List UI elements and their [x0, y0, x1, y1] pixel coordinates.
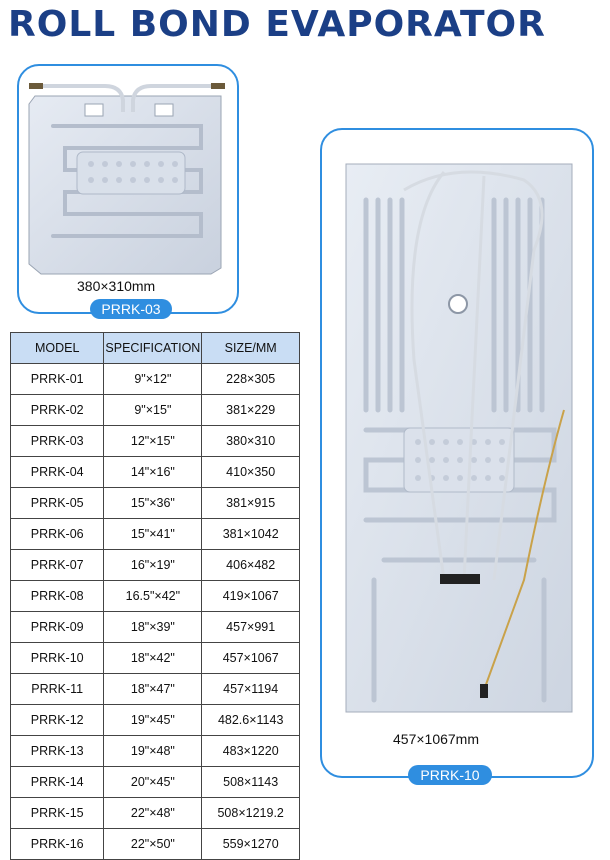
cell-model: PRRK-05 — [11, 488, 104, 519]
cell-specification: 18"×39" — [104, 612, 202, 643]
table-row — [11, 767, 300, 798]
table-row — [11, 674, 300, 705]
table-row — [11, 612, 300, 643]
header-specification: SPECIFICATION — [104, 333, 202, 364]
cell-specification: 9"×15" — [104, 395, 202, 426]
cell-size: 457×991 — [202, 612, 300, 643]
cell-size: 406×482 — [202, 550, 300, 581]
table-row — [11, 550, 300, 581]
cell-model: PRRK-06 — [11, 519, 104, 550]
cell-model: PRRK-12 — [11, 705, 104, 736]
product-size-large: 457×1067mm — [393, 731, 480, 747]
cell-size: 482.6×1143 — [202, 705, 300, 736]
cell-model: PRRK-14 — [11, 767, 104, 798]
cell-size: 508×1219.2 — [202, 798, 300, 829]
cell-specification: 16"×19" — [104, 550, 202, 581]
cell-size: 483×1220 — [202, 736, 300, 767]
cell-size: 228×305 — [202, 364, 300, 395]
specification-table — [10, 332, 300, 860]
cell-model: PRRK-09 — [11, 612, 104, 643]
table-row — [11, 395, 300, 426]
table-row — [11, 705, 300, 736]
cell-size: 457×1067 — [202, 643, 300, 674]
cell-model: PRRK-07 — [11, 550, 104, 581]
cell-specification: 14"×16" — [104, 457, 202, 488]
header-size: SIZE/MM — [202, 333, 300, 364]
cell-specification: 16.5"×42" — [104, 581, 202, 612]
table-row — [11, 519, 300, 550]
cell-size: 381×229 — [202, 395, 300, 426]
cell-model: PRRK-01 — [11, 364, 104, 395]
cell-model: PRRK-04 — [11, 457, 104, 488]
cell-size: 508×1143 — [202, 767, 300, 798]
cell-size: 457×1194 — [202, 674, 300, 705]
table-row — [11, 364, 300, 395]
cell-specification: 19"×48" — [104, 736, 202, 767]
product-tag-small: PRRK-03 — [90, 299, 172, 319]
cell-size: 419×1067 — [202, 581, 300, 612]
cell-model: PRRK-03 — [11, 426, 104, 457]
cell-model: PRRK-10 — [11, 643, 104, 674]
cell-model: PRRK-02 — [11, 395, 104, 426]
table-row — [11, 798, 300, 829]
cell-size: 381×1042 — [202, 519, 300, 550]
cell-specification: 20"×45" — [104, 767, 202, 798]
cell-specification: 22"×48" — [104, 798, 202, 829]
table-row — [11, 457, 300, 488]
product-size-small: 380×310mm — [77, 278, 156, 294]
cell-model: PRRK-08 — [11, 581, 104, 612]
evaporator-photo-large — [344, 160, 576, 716]
cell-model: PRRK-13 — [11, 736, 104, 767]
cell-specification: 15"×41" — [104, 519, 202, 550]
cell-model: PRRK-11 — [11, 674, 104, 705]
cell-specification: 22"×50" — [104, 829, 202, 860]
table-row — [11, 581, 300, 612]
product-tag-large: PRRK-10 — [408, 765, 492, 785]
cell-model: PRRK-16 — [11, 829, 104, 860]
cell-specification: 9"×12" — [104, 364, 202, 395]
header-model: MODEL — [11, 333, 104, 364]
cell-size: 381×915 — [202, 488, 300, 519]
cell-specification: 12"×15" — [104, 426, 202, 457]
page-title: ROLL BOND EVAPORATOR — [8, 4, 546, 45]
cell-model: PRRK-15 — [11, 798, 104, 829]
cell-specification: 18"×47" — [104, 674, 202, 705]
cell-size: 559×1270 — [202, 829, 300, 860]
table-header-row — [11, 333, 300, 364]
table-row — [11, 736, 300, 767]
table-row — [11, 643, 300, 674]
table-row — [11, 829, 300, 860]
cell-size: 410×350 — [202, 457, 300, 488]
cell-specification: 19"×45" — [104, 705, 202, 736]
cell-size: 380×310 — [202, 426, 300, 457]
table-row — [11, 488, 300, 519]
cell-specification: 15"×36" — [104, 488, 202, 519]
cell-specification: 18"×42" — [104, 643, 202, 674]
evaporator-photo-small — [25, 78, 229, 276]
table-row — [11, 426, 300, 457]
